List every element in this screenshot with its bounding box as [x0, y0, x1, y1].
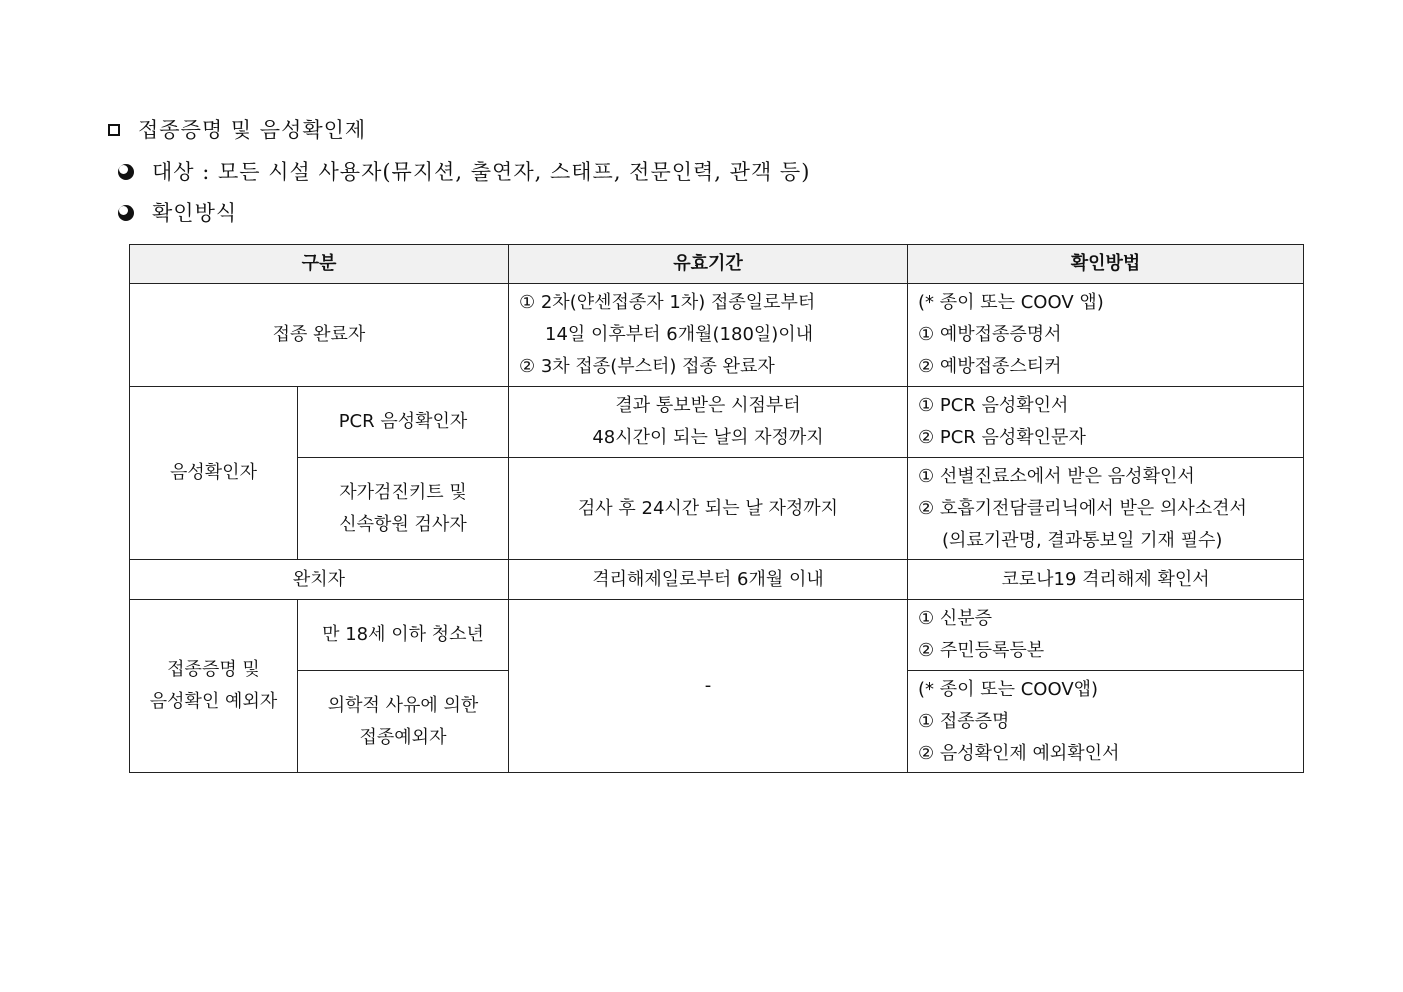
method-line: ① PCR 음성확인서: [918, 395, 1069, 416]
validity-selftest: 검사 후 24시간 되는 날 자정까지: [509, 458, 908, 560]
method-medical: [908, 671, 1304, 773]
category-exempt: [130, 600, 298, 773]
table-row-pcr: [130, 387, 1304, 458]
subcategory-youth: 만 18세 이하 청소년: [298, 600, 509, 671]
bullet-target: [118, 156, 810, 186]
subcategory-line: 접종예외자: [359, 726, 447, 748]
validity-pcr: [509, 387, 908, 458]
method-selftest: [908, 458, 1304, 560]
method-line: ② PCR 음성확인문자: [918, 427, 1086, 448]
table-header-row: [130, 245, 1304, 284]
table-row-recovered: [130, 560, 1304, 600]
table-row-selftest: [130, 458, 1304, 560]
method-line: ① 예방접종증명서: [918, 324, 1062, 345]
validity-line: 48시간이 되는 날의 자정까지: [592, 427, 824, 448]
circle-bullet-icon: [118, 164, 134, 180]
method-line: ① 신분증: [918, 608, 993, 629]
method-line: ② 음성확인제 예외확인서: [918, 742, 1120, 764]
subcategory-selftest: [298, 458, 509, 560]
table-row-vaccinated: [130, 284, 1304, 387]
section-heading: [108, 114, 366, 144]
subcategory-line: 의학적 사유에 의한: [327, 694, 479, 716]
subcategory-medical: [298, 671, 509, 773]
validity-line: ① 2차(얀센접종자 1차) 접종일로부터: [519, 292, 816, 313]
table-row-youth: [130, 600, 1304, 671]
method-line: ② 주민등록등본: [918, 640, 1045, 661]
method-youth: [908, 600, 1304, 671]
method-line: ② 호흡기전담클리닉에서 받은 의사소견서: [918, 497, 1247, 519]
method-recovered: 코로나19 격리해제 확인서: [908, 560, 1304, 600]
bullet-target-text: 대상 : 모든 시설 사용자(뮤지션, 출연자, 스태프, 전문인력, 관객 등): [152, 160, 811, 184]
method-line: ② 예방접종스티커: [918, 356, 1062, 377]
method-pcr: [908, 387, 1304, 458]
method-line: ① 접종증명: [918, 710, 1010, 732]
subcategory-line: 신속항원 검사자: [339, 513, 467, 535]
bullet-method: [118, 197, 237, 227]
validity-recovered: 격리해제일로부터 6개월 이내: [509, 560, 908, 600]
category-line: 음성확인 예외자: [149, 691, 278, 712]
verification-table: [129, 244, 1304, 773]
header-validity: 유효기간: [509, 245, 908, 284]
header-method: 확인방법: [908, 245, 1304, 284]
method-line: (* 종이 또는 COOV 앱): [918, 292, 1104, 313]
category-line: 접종증명 및: [167, 659, 260, 680]
method-line: (* 종이 또는 COOV앱): [918, 678, 1099, 700]
circle-bullet-icon: [118, 205, 134, 221]
validity-line: 14일 이후부터 6개월(180일)이내: [545, 324, 814, 345]
subcategory-pcr: PCR 음성확인자: [298, 387, 509, 458]
method-line: (의료기관명, 결과통보일 기재 필수): [942, 529, 1223, 551]
validity-vaccinated: [509, 284, 908, 387]
bullet-method-text: 확인방식: [152, 201, 238, 225]
square-bullet-icon: [108, 124, 120, 136]
section-heading-text: 접종증명 및 음성확인제: [138, 118, 367, 142]
header-category: 구분: [130, 245, 509, 284]
subcategory-line: 자가검진키트 및: [339, 481, 467, 503]
method-line: ① 선별진료소에서 받은 음성확인서: [918, 465, 1195, 487]
validity-line: 결과 통보받은 시점부터: [615, 395, 801, 416]
validity-line: ② 3차 접종(부스터) 접종 완료자: [519, 356, 775, 377]
validity-exempt: -: [509, 600, 908, 773]
category-vaccinated: 접종 완료자: [130, 284, 509, 387]
method-vaccinated: [908, 284, 1304, 387]
category-negative: 음성확인자: [130, 387, 298, 560]
category-recovered: 완치자: [130, 560, 509, 600]
